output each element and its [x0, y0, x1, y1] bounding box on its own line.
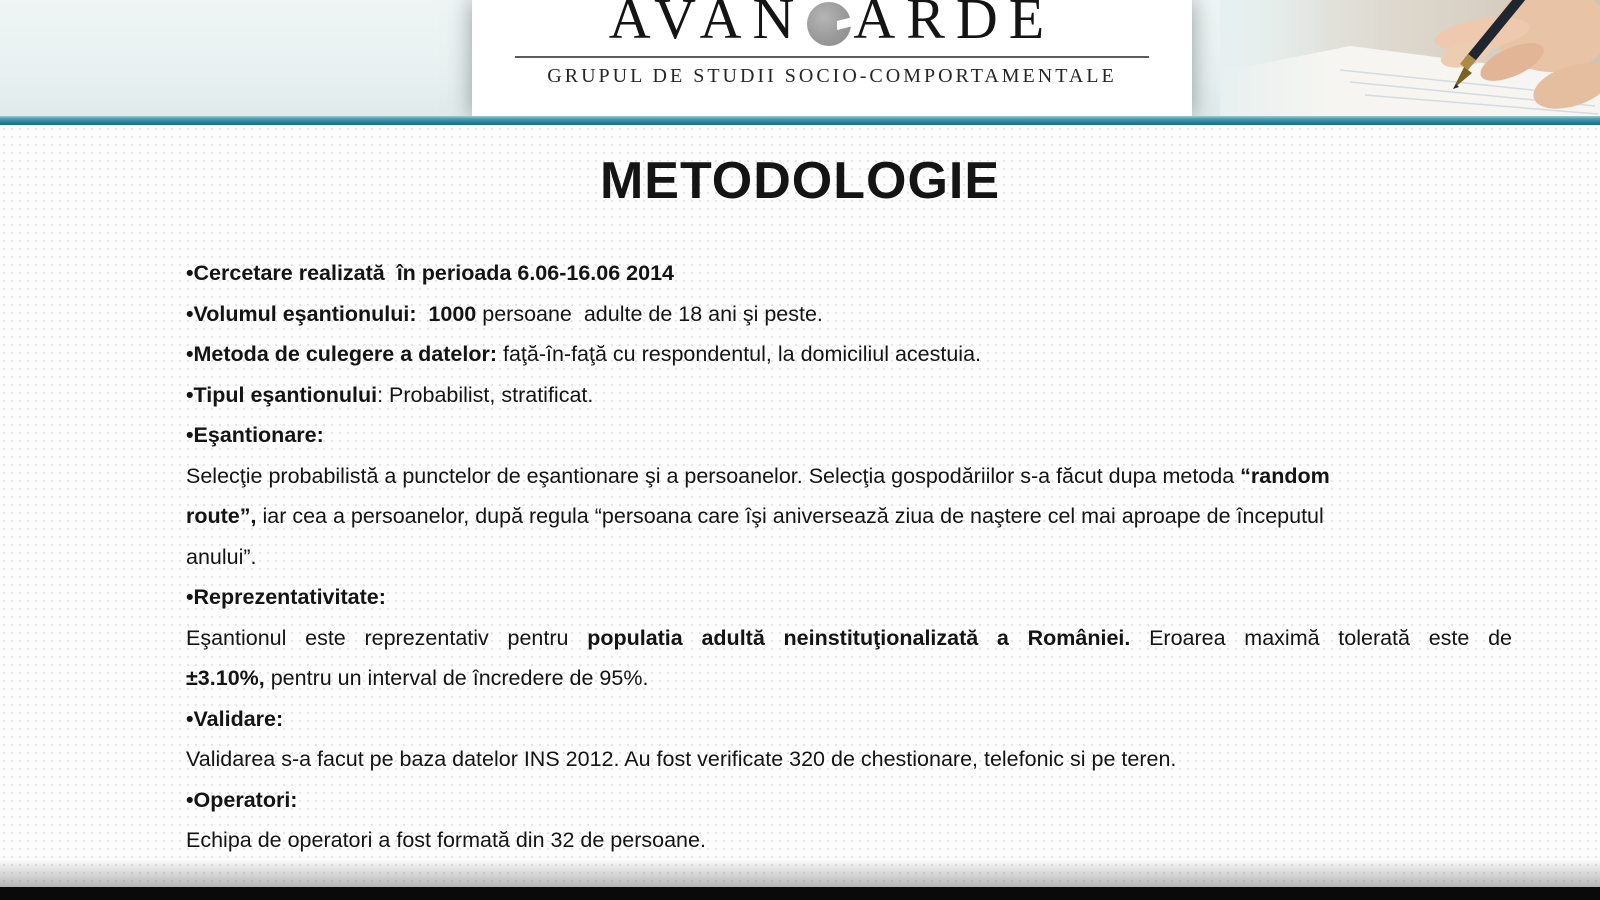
bottom-shadow: [0, 859, 1600, 887]
text-line: [186, 658, 1512, 699]
text-segment: faţă-în-faţă cu respondentul, la domiciliul acestuia.: [497, 342, 982, 366]
text-segment: anului”.: [186, 544, 257, 569]
text-segment: populatia adultă neinstituţionalizată a României.: [587, 625, 1131, 650]
avangarde-logo: [472, 0, 1192, 116]
text-line: [186, 739, 1512, 780]
logo-text-right: ARDE: [853, 0, 1056, 51]
logo-g-circle-icon: [807, 2, 851, 46]
text-segment: •Tipul eşantionului: [186, 382, 378, 407]
text-segment: •Volumul eşantionului: 1000: [186, 301, 477, 326]
logo-wordmark: [472, 0, 1192, 50]
text-line: [186, 415, 1512, 456]
methodology-text: [186, 253, 1512, 861]
text-line: [186, 294, 1512, 335]
text-segment: pentru un interval de încredere de 95%.: [264, 666, 649, 690]
text-line: [186, 780, 1512, 821]
text-line: [186, 618, 1512, 659]
logo-tagline: GRUPUL DE STUDII SOCIO-COMPORTAMENTALE: [547, 65, 1117, 87]
logo-divider: [515, 56, 1149, 58]
text-line: [186, 699, 1512, 740]
text-line: [186, 334, 1512, 375]
slide-header: [0, 0, 1600, 116]
slide-title: METODOLOGIE: [599, 152, 1001, 210]
text-segment: Validarea s-a facut pe baza datelor INS 2012. Au fost verificate 320 de chestionare, telefonic si pe teren.: [186, 747, 1177, 771]
text-segment: •Eşantionare:: [186, 423, 324, 447]
slide-content: [0, 125, 1600, 887]
text-line: [186, 253, 1512, 294]
text-line: [186, 820, 1512, 861]
text-segment: Selecţie probabilistă a punctelor de eşantionare şi a persoanelor. Selecţia gospodăriilor s-a făcut dupa metoda: [186, 463, 1241, 488]
photo-left-fade: [1220, 0, 1330, 116]
text-segment: route”,: [186, 504, 257, 528]
text-segment: Echipa de operatori a fost formată din 32 de persoane.: [186, 828, 706, 852]
text-segment: •Reprezentativitate:: [186, 585, 386, 609]
text-line: [186, 537, 1512, 578]
text-segment: Eroarea maximă tolerată este de: [1130, 625, 1512, 650]
hand-writing-photo: [1220, 0, 1600, 116]
text-line: [186, 456, 1512, 497]
text-segment: Eşantionul este reprezentativ pentru: [186, 625, 588, 650]
text-segment: : Probabilist, stratificat.: [377, 382, 594, 407]
text-segment: persoane adulte de 18 ani şi peste.: [476, 301, 823, 326]
bottom-letterbox-bar: [0, 887, 1600, 900]
text-segment: •Validare:: [186, 706, 284, 731]
text-segment: “random: [1240, 463, 1330, 488]
header-accent-rule: [0, 116, 1600, 125]
text-segment: •Cercetare realizată în perioada 6.06-16.06 2014: [186, 261, 674, 285]
logo-text-left: AVAN: [608, 0, 806, 51]
text-segment: •Operatori:: [186, 787, 298, 812]
text-line: [186, 577, 1512, 618]
text-line: [186, 375, 1512, 416]
text-segment: iar cea a persoanelor, după regula “persoana care îşi aniversează ziua de naştere cel mai aproape de începutul: [256, 504, 1324, 528]
text-segment: ±3.10%,: [186, 666, 265, 690]
text-line: [186, 496, 1512, 537]
text-segment: •Metoda de culegere a datelor:: [186, 342, 497, 366]
